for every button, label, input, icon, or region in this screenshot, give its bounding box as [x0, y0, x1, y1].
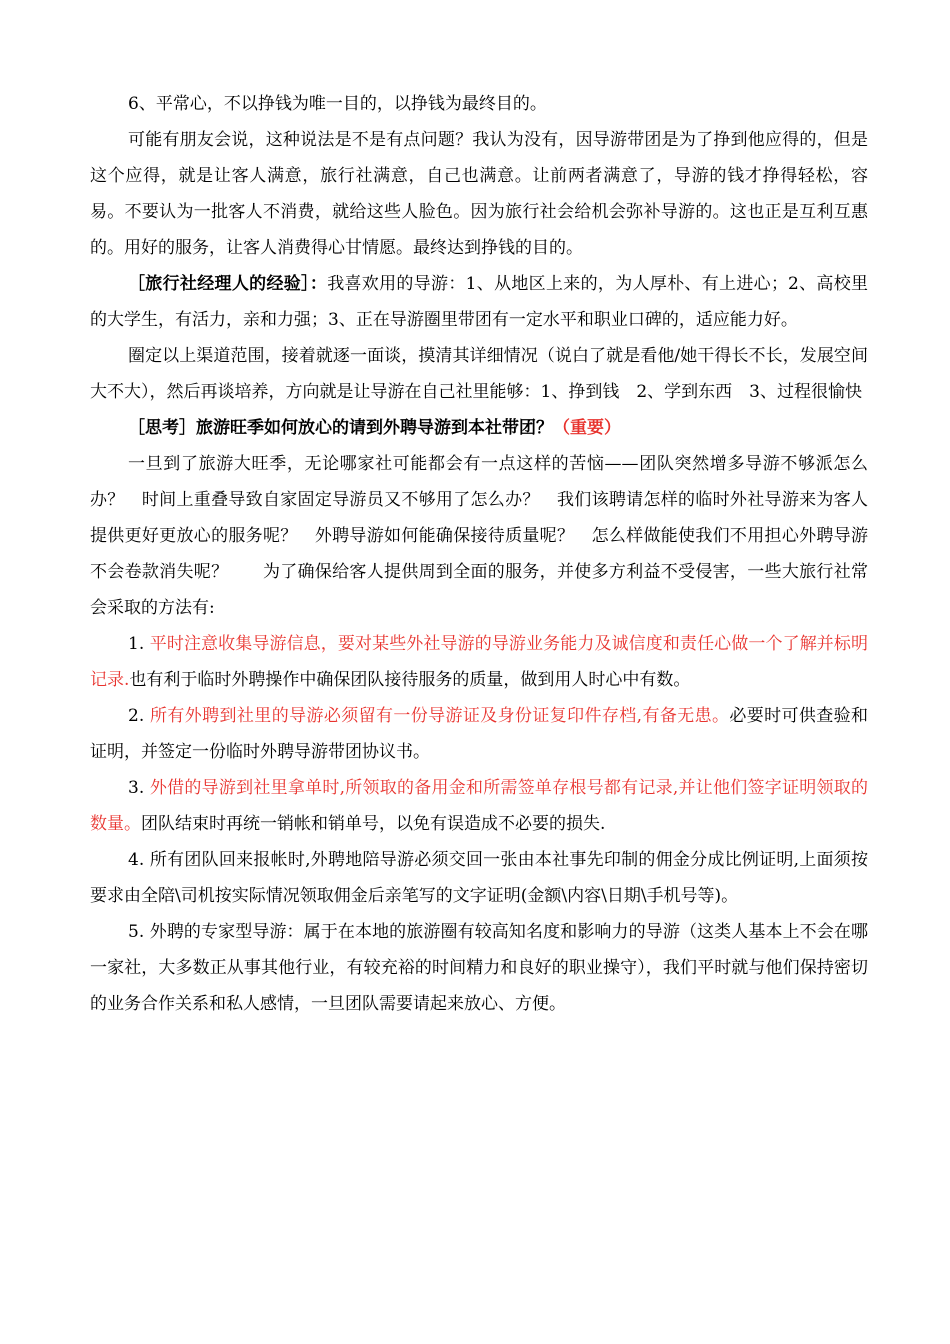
list-item-2 — [90, 698, 868, 770]
list-item-3-text: 团队结束时再统一销帐和销单号，以免有误造成不必要的损失. — [141, 814, 606, 834]
paragraph-manager-experience — [90, 266, 868, 338]
list-item-2-highlight: 所有外聘到社里的导游必须留有一份导游证及身份证复印件存档,有备无患。 — [150, 706, 730, 726]
thinking-heading: ［思考］旅游旺季如何放心的请到外聘导游到本社带团？ — [128, 418, 553, 438]
document-body — [90, 86, 868, 1022]
list-item-5: 5. 外聘的专家型导游：属于在本地的旅游圈有较高知名度和影响力的导游（这类人基本上不会在哪一家社，大多数正从事其他行业，有较充裕的时间精力和良好的职业操守），我们平时就与他们保持密切的业务合作关系和私人感情，一旦团队需要请起来放心、方便。 — [90, 922, 868, 1014]
list-item-2-text: 必要时可供查验和证明，并签定一份临时外聘导游带团协议书。 — [90, 706, 869, 762]
manager-experience-body: 我喜欢用的导游：1、从地区上来的，为人厚朴、有上进心；2、高校里的大学生，有活力，亲和力强；3、正在导游圈里带团有一定水平和职业口碑的，适应能力好。 — [90, 274, 869, 330]
list-item-1-text: 也有利于临时外聘操作中确保团队接待服务的质量，做到用人时心中有数。 — [129, 670, 691, 690]
list-item-3-highlight: 外借的导游到社里拿单时,所领取的备用金和所需签单存根号都有记录,并让他们签字证明领取的数量。 — [90, 778, 868, 834]
important-tag: （重要） — [553, 418, 621, 438]
paragraph-peak-season: 一旦到了旅游大旺季，无论哪家社可能都会有一点这样的苦恼——团队突然增多导游不够派怎么办？ 时间上重叠导致自家固定导游员又不够用了怎么办？ 我们该聘请怎样的临时外社导游来为客人提供更好更放心的服务呢？ 外聘导游如何能确保接待质量呢？ 怎么样做能使我们不用担心外聘导游不会卷款消失呢？ 为了确保给客人提供周到全面的服务，并使多方利益不受侵害，一些大旅行社常会采取的方法有: — [90, 454, 868, 618]
manager-experience-heading: ［旅行社经理人的经验］： — [128, 274, 328, 294]
paragraph-explanation: 可能有朋友会说，这种说法是不是有点问题？我认为没有，因导游带团是为了挣到他应得的，但是这个应得，就是让客人满意，旅行社满意，自己也满意。让前两者满意了，导游的钱才挣得轻松，容易。不要认为一批客人不消费，就给这些人脸色。因为旅行社会给机会弥补导游的。这也正是互利互惠的。用好的服务，让客人消费得心甘情愿。最终达到挣钱的目的。 — [90, 130, 868, 258]
list-item-1-highlight: 平时注意收集导游信息，要对某些外社导游的导游业务能力及诚信度和责任心做一个了解并标明记录. — [90, 634, 869, 690]
list-item-1 — [90, 626, 868, 698]
list-item-3-number: 3. — [128, 778, 145, 798]
list-item-3 — [90, 770, 868, 842]
paragraph-point-6: 6、平常心，不以挣钱为唯一目的，以挣钱为最终目的。 — [128, 94, 547, 114]
section-heading-thinking — [90, 410, 868, 446]
paragraph-interview: 圈定以上渠道范围，接着就逐一面谈，摸清其详细情况（说白了就是看他/她干得长不长，发展空间大不大），然后再谈培养，方向就是让导游在自己社里能够：1、挣到钱 2、学到东西 3、过程很愉快 — [90, 346, 868, 402]
list-item-4: 4. 所有团队回来报帐时,外聘地陪导游必须交回一张由本社事先印制的佣金分成比例证明,上面须按要求由全陪\司机按实际情况领取佣金后亲笔写的文字证明(金额\内容\日期\手机号等)。 — [90, 850, 868, 906]
list-item-2-number: 2. — [128, 706, 145, 726]
list-item-1-number: 1. — [128, 634, 145, 654]
